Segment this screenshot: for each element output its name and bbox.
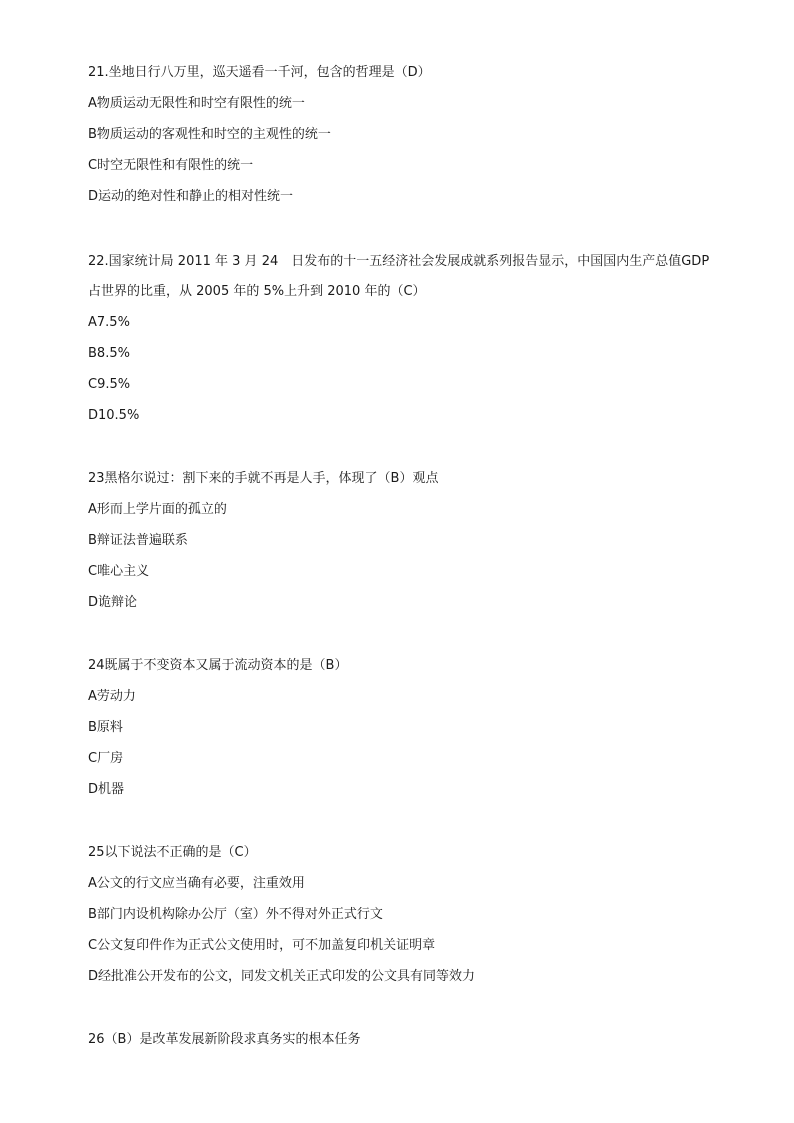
- option-c: C厂房: [88, 751, 124, 766]
- option-c: C唯心主义: [88, 564, 150, 579]
- question-stem-line: 22.国家统计局 2011 年 3 月 24 日发布的十一五经济社会发展成就系列报告显示，中国国内生产总值GDP: [88, 254, 710, 269]
- question-stem-line: 26（B）是改革发展新阶段求真务实的根本任务: [88, 1032, 361, 1047]
- option-c: C时空无限性和有限性的统一: [88, 158, 254, 173]
- option-d: D诡辩论: [88, 595, 138, 610]
- question-stem: [88, 63, 748, 83]
- option-a: A形而上学片面的孤立的: [88, 502, 227, 517]
- option-b: B原料: [88, 720, 123, 735]
- option-b: B8.5%: [88, 346, 130, 361]
- option-a: A公文的行文应当确有必要，注重效用: [88, 876, 305, 891]
- question-26: [88, 1030, 748, 1061]
- question-stem: [88, 252, 748, 302]
- question-21: [88, 63, 748, 218]
- option-d: D10.5%: [88, 408, 140, 423]
- option-b: B部门内设机构除办公厅（室）外不得对外正式行文: [88, 907, 383, 922]
- question-25: [88, 843, 748, 998]
- option-d: D运动的绝对性和静止的相对性统一: [88, 189, 294, 204]
- question-stem: [88, 843, 748, 863]
- option-d: D经批准公开发布的公文，同发文机关正式印发的公文具有同等效力: [88, 969, 476, 984]
- question-23: [88, 469, 748, 624]
- question-stem-line: 25以下说法不正确的是（C）: [88, 845, 257, 860]
- question-22: [88, 252, 748, 437]
- question-stem-line: 23黑格尔说过：割下来的手就不再是人手，体现了（B）观点: [88, 471, 439, 486]
- option-b: B辩证法普遍联系: [88, 533, 188, 548]
- option-a: A物质运动无限性和时空有限性的统一: [88, 96, 305, 111]
- question-stem: [88, 1030, 748, 1050]
- question-stem: [88, 469, 748, 489]
- question-stem: [88, 656, 748, 676]
- option-c: C9.5%: [88, 377, 131, 392]
- option-a: A劳动力: [88, 689, 136, 704]
- option-b: B物质运动的客观性和时空的主观性的统一: [88, 127, 331, 142]
- question-stem-line: 24既属于不变资本又属于流动资本的是（B）: [88, 658, 348, 673]
- question-stem-line: 21.坐地日行八万里，巡天遥看一千河，包含的哲理是（D）: [88, 65, 431, 80]
- option-d: D机器: [88, 782, 125, 797]
- option-a: A7.5%: [88, 315, 130, 330]
- option-c: C公文复印件作为正式公文使用时，可不加盖复印机关证明章: [88, 938, 436, 953]
- question-stem-line: 占世界的比重，从 2005 年的 5%上升到 2010 年的（C）: [88, 284, 426, 299]
- question-24: [88, 656, 748, 811]
